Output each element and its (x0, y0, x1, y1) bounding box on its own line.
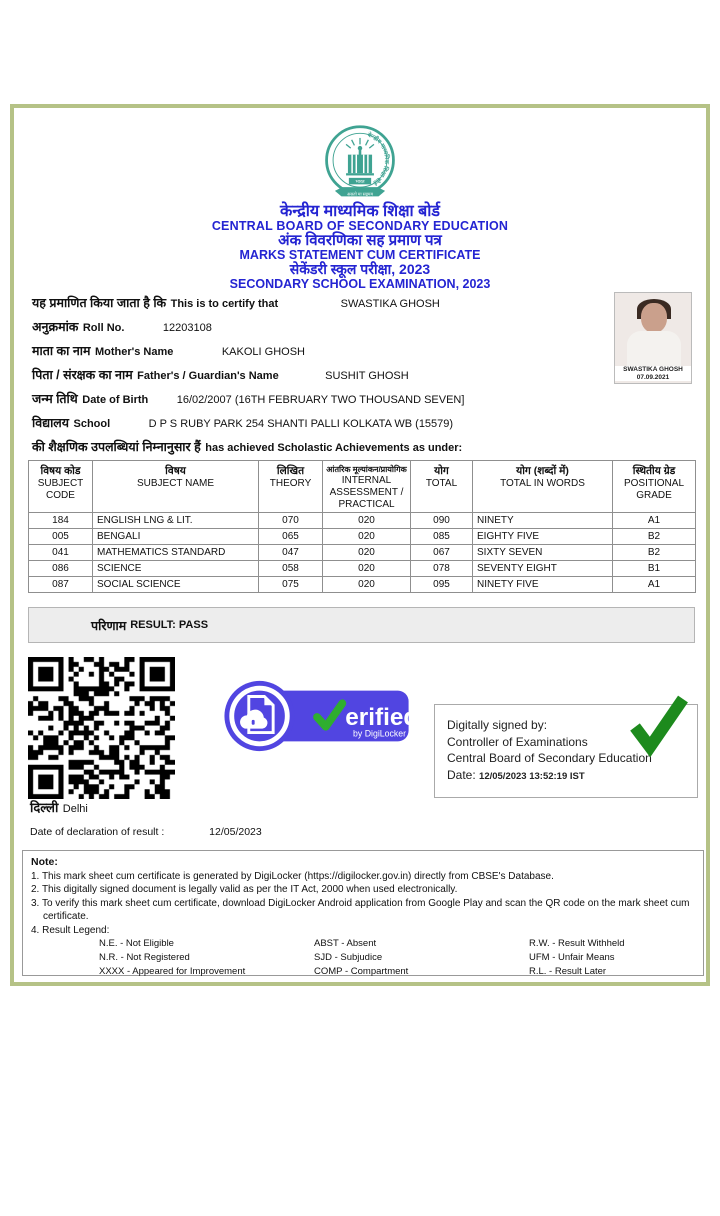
table-cell: NINETY (473, 513, 613, 529)
signature-date-value: 12/05/2023 13:52:19 IST (479, 770, 585, 782)
result-legend (99, 938, 695, 978)
table-row (29, 577, 696, 593)
qr-code (28, 657, 175, 799)
note-box (22, 850, 704, 976)
table-cell: 184 (29, 513, 93, 529)
declaration-row (30, 826, 262, 838)
table-cell: MATHEMATICS STANDARD (93, 545, 259, 561)
result-value: RESULT: PASS (130, 619, 209, 631)
mother-label-hindi: माता का नाम (32, 344, 91, 358)
logo-motto-text: असतो मा सद्गमय (347, 191, 373, 197)
table-cell: 095 (411, 577, 473, 593)
table-cell: ENGLISH LNG & LIT. (93, 513, 259, 529)
exam-title-english: SECONDARY SCHOOL EXAMINATION, 2023 (229, 277, 491, 291)
table-cell: 085 (411, 529, 473, 545)
table-row (29, 529, 696, 545)
table-cell: 065 (259, 529, 323, 545)
exam-title-hindi: सेकेंडरी स्कूल परीक्षा, 2023 (289, 261, 431, 277)
table-cell: BENGALI (93, 529, 259, 545)
table-row (29, 513, 696, 529)
note-item-3: 3. To verify this mark sheet cum certificate, download DigiLocker Android application from Google Play and scan the QR code on the mark sheet cum certificate. (31, 897, 690, 922)
table-cell: 075 (259, 577, 323, 593)
table-cell: 047 (259, 545, 323, 561)
legend-xxxx: XXXX - Appeared for Improvement (99, 966, 246, 977)
doc-title-hindi: अंक विवरणिका सह प्रमाण पत्र (278, 232, 442, 249)
digilocker-verified-badge (219, 678, 415, 759)
table-cell: 086 (29, 561, 93, 577)
place-row (30, 798, 88, 817)
table-cell: B2 (613, 545, 696, 561)
by-digilocker-text: by DigiLocker (353, 728, 407, 739)
table-cell: 087 (29, 577, 93, 593)
table-cell: 041 (29, 545, 93, 561)
place-english: Delhi (62, 803, 88, 815)
table-cell: 020 (323, 545, 411, 561)
school-label-english: School (73, 418, 111, 430)
logo-country-text: भारत (355, 178, 365, 184)
table-cell: 020 (323, 529, 411, 545)
document-heading (14, 204, 706, 291)
legend-ne: N.E. - Not Eligible (99, 938, 174, 949)
legend-comp: COMP - Compartment (314, 966, 409, 977)
roll-label-hindi: अनुक्रमांक (32, 320, 79, 334)
col-subject-code: विषय कोड SUBJECT CODE (29, 461, 93, 513)
table-header-row (29, 461, 696, 513)
declaration-label: Date of declaration of result : (30, 826, 165, 838)
table-row (29, 561, 696, 577)
table-cell: 020 (323, 513, 411, 529)
photo-caption-date: 07.09.2021 (636, 373, 670, 381)
table-cell: SCIENCE (93, 561, 259, 577)
cbse-logo (14, 124, 706, 207)
note-title: Note: (31, 856, 58, 868)
legend-rw: R.W. - Result Withheld (529, 938, 625, 949)
logo-ring-text: केन्द्रीय माध्यमिक शिक्षा बोर्ड (366, 132, 390, 186)
father-label-english: Father's / Guardian's Name (137, 370, 279, 382)
cbse-logo-graphic (318, 124, 402, 202)
signed-by-label: Digitally signed by: (447, 718, 548, 732)
declaration-date: 12/05/2023 (209, 826, 262, 838)
achievement-label-hindi: की शैक्षणिक उपलब्धियां निम्नानुसार हैं (32, 440, 201, 454)
table-cell: 078 (411, 561, 473, 577)
table-cell: 005 (29, 529, 93, 545)
signature-date-label: Date: (447, 767, 476, 782)
certify-label-hindi: यह प्रमाणित किया जाता है कि (32, 296, 167, 310)
school-name: D P S RUBY PARK 254 SHANTI PALLI KOLKATA WB (15579) (148, 418, 454, 430)
table-cell: 067 (411, 545, 473, 561)
board-name-hindi: केन्द्रीय माध्यमिक शिक्षा बोर्ड (280, 203, 440, 220)
mother-label-english: Mother's Name (94, 346, 174, 358)
table-row (29, 545, 696, 561)
col-subject-name: विषय SUBJECT NAME (93, 461, 259, 513)
place-hindi: दिल्ली (30, 800, 59, 815)
table-cell: 090 (411, 513, 473, 529)
col-grade: स्थितीय ग्रेड POSITIONAL GRADE (613, 461, 696, 513)
dob-row (32, 390, 612, 414)
table-cell: 020 (323, 561, 411, 577)
table-cell: SIXTY SEVEN (473, 545, 613, 561)
legend-ufm: UFM - Unfair Means (529, 952, 615, 963)
school-row (32, 414, 612, 438)
col-total-words: योग (शब्दों में) TOTAL IN WORDS (473, 461, 613, 513)
table-cell: NINETY FIVE (473, 577, 613, 593)
father-row (32, 366, 612, 390)
photo-caption (615, 366, 691, 381)
school-label-hindi: विद्यालय (32, 416, 70, 430)
table-cell: 020 (323, 577, 411, 593)
achievement-row (32, 438, 612, 462)
certificate-sheet (10, 104, 710, 986)
dob-label-hindi: जन्म तिथि (32, 392, 78, 406)
table-cell: SEVENTY EIGHT (473, 561, 613, 577)
table-cell: B1 (613, 561, 696, 577)
col-internal: आंतरिक मूल्यांकन/प्रायोगिक INTERNAL ASSESSMENT / PRACTICAL (323, 461, 411, 513)
achievement-label-english: has achieved Scholastic Achievements as under: (205, 442, 463, 454)
table-cell: A1 (613, 513, 696, 529)
doc-title-english: MARKS STATEMENT CUM CERTIFICATE (239, 248, 481, 262)
note-item-2: 2. This digitally signed document is legally valid as per the IT Act, 2000 when used electronically. (31, 884, 458, 895)
father-label-hindi: पिता / संरक्षक का नाम (32, 368, 133, 382)
roll-row (32, 318, 612, 342)
certify-row (32, 294, 612, 318)
note-item-1: 1. This mark sheet cum certificate is generated by DigiLocker (https://digilocker.gov.in) directly from CBSE's Database. (31, 870, 554, 882)
table-cell: A1 (613, 577, 696, 593)
table-cell: 070 (259, 513, 323, 529)
mother-name: KAKOLI GHOSH (221, 346, 305, 358)
col-total: योग TOTAL (411, 461, 473, 513)
student-details (32, 294, 612, 462)
table-cell: SOCIAL SCIENCE (93, 577, 259, 593)
legend-sjd: SJD - Subjudice (314, 952, 383, 963)
result-label-hindi: परिणाम (91, 618, 127, 633)
marks-table (28, 460, 696, 593)
table-cell: EIGHTY FIVE (473, 529, 613, 545)
result-band (28, 607, 695, 643)
legend-abst: ABST - Absent (314, 938, 377, 949)
marks-table-body (29, 513, 696, 593)
roll-number: 12203108 (162, 322, 212, 334)
verified-text: erified (345, 703, 415, 731)
legend-rl: R.L. - Result Later (529, 966, 607, 977)
note-item-4: 4. Result Legend: (31, 924, 110, 936)
student-photo (614, 292, 692, 384)
certify-label-english: This is to certify that (170, 298, 279, 310)
photo-caption-name: SWASTIKA GHOSH (623, 366, 683, 373)
signer-org: Central Board of Secondary Education (447, 751, 652, 765)
date-of-birth: 16/02/2007 (16TH FEBRUARY TWO THOUSAND SEVEN] (176, 394, 465, 406)
roll-label-english: Roll No. (82, 322, 125, 334)
student-name: SWASTIKA GHOSH (340, 298, 440, 310)
table-cell: 058 (259, 561, 323, 577)
table-cell: B2 (613, 529, 696, 545)
signer-title: Controller of Examinations (447, 734, 588, 749)
signature-check-icon (627, 693, 689, 762)
mother-row (32, 342, 612, 366)
col-theory: लिखित THEORY (259, 461, 323, 513)
legend-nr: N.R. - Not Registered (99, 952, 190, 963)
board-name-english: CENTRAL BOARD OF SECONDARY EDUCATION (211, 219, 509, 233)
dob-label-english: Date of Birth (82, 394, 149, 406)
verified-badge-graphic (219, 678, 415, 754)
father-name: SUSHIT GHOSH (325, 370, 409, 382)
